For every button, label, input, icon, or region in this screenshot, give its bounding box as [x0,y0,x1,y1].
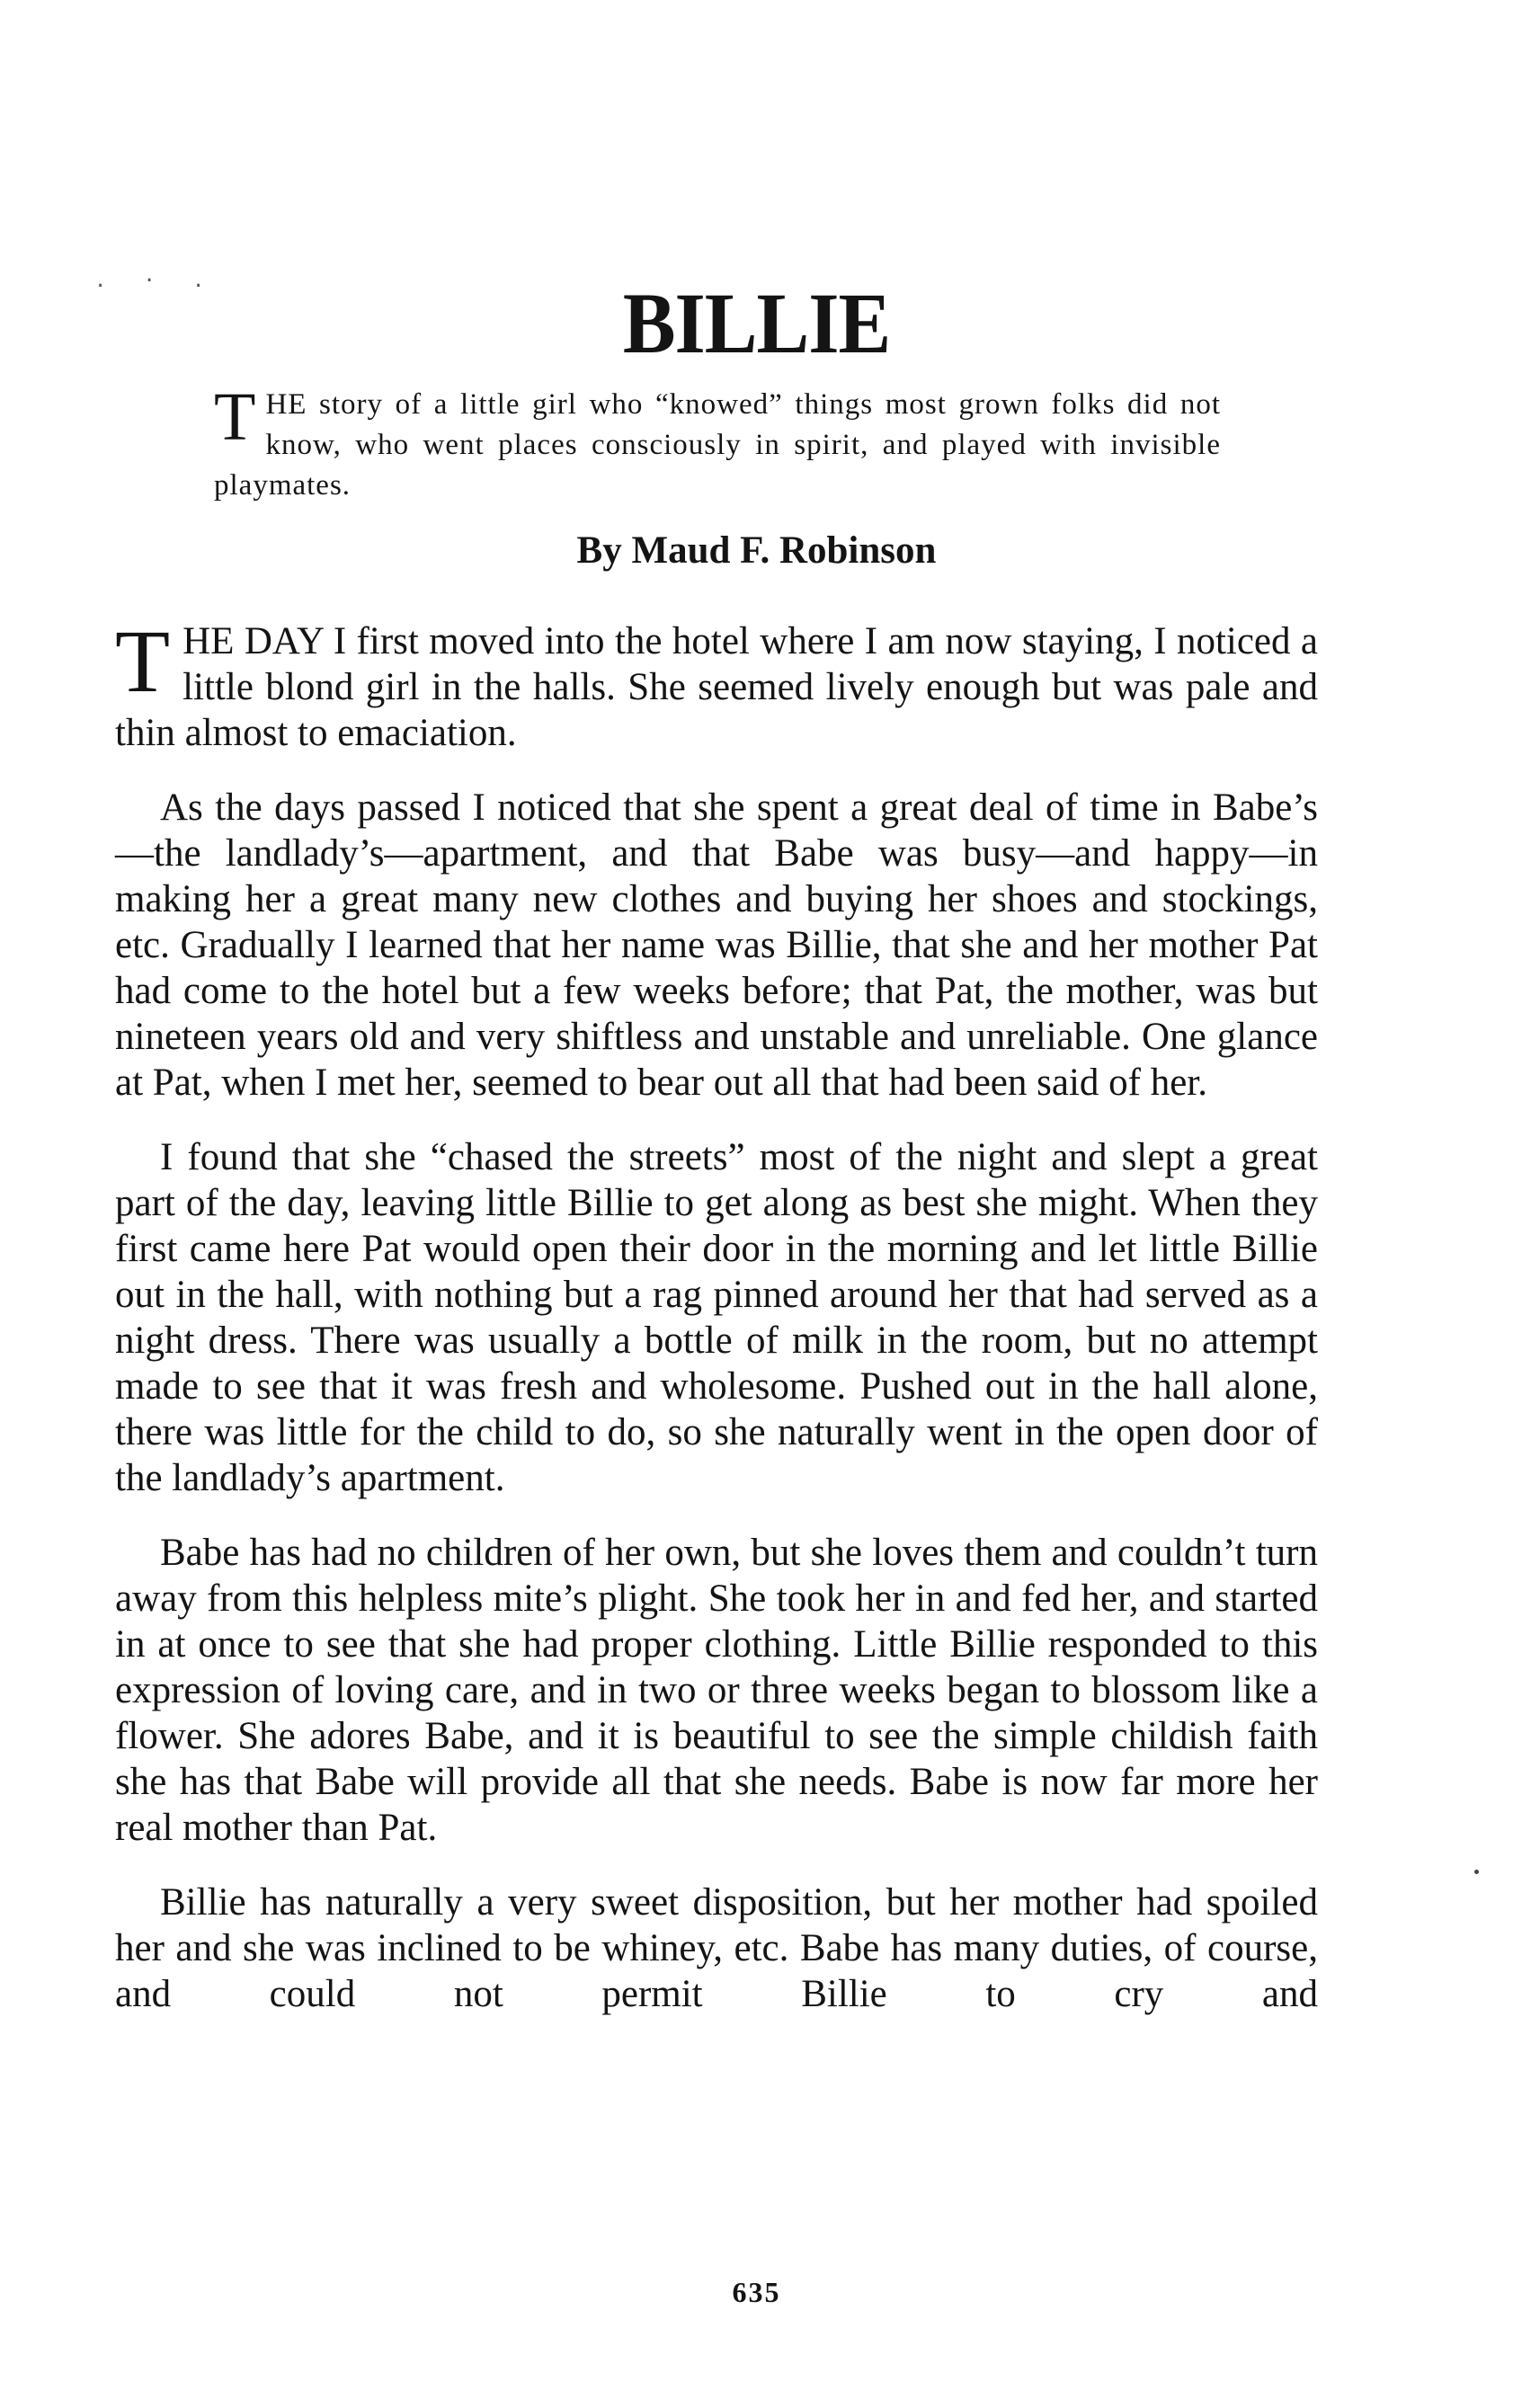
author-byline: By Maud F. Robinson [576,529,937,572]
paragraph-2: As the days passed I noticed that she spent a great deal of time in Babe’s—the landlady’s—apartment, and that Babe was busy—and happy—in making her a great many new clothes and buying her shoes and stockings, etc. Gradually I learned that her name was Billie, that she and her mother Pat had come to the hotel but a few weeks before; that Pat, the mother, was but nineteen years old and very shiftless and unstable and unreliable. One glance at Pat, when I met her, seemed to bear out all that had been said of her. [115,786,1318,1104]
article-subtitle [214,379,1221,506]
print-specks: . · . [94,270,218,292]
paragraph-5: Billie has naturally a very sweet disposition, but her mother had spoiled her and she was inclined to be whiney, etc. Babe has many duties, of course, and could not permit Billie to cry and [115,1881,1318,2015]
subtitle-drop-cap: T [214,379,257,455]
paragraph-drop-cap: T [115,611,171,711]
page-number: 635 [732,2276,781,2308]
article-title: BILLIE [622,276,891,372]
subtitle-text: HE story of a little girl who “knowed” things most grown folks did not know, who went places consciously in spirit, and played with invisible playmates. [214,388,1221,502]
margin-speck [1474,1870,1479,1874]
article-body [115,611,1318,2046]
paragraph-1-text: HE DAY I first moved into the hotel where I am now staying, I noticed a little blond girl in the halls. She seemed lively enough but was pale and thin almost to emaciation. [115,620,1318,754]
paragraph-4: Babe has had no children of her own, but she loves them and couldn’t turn away from this helpless mite’s plight. She took her in and fed her, and started in at once to see that she had proper clothing. Little Billie responded to this expression of loving care, and in two or three weeks began to blossom like a flower. She adores Babe, and it is beautiful to see the simple childish faith she has that Babe will provide all that she needs. Babe is now far more her real mother than Pat. [115,1532,1318,1849]
paragraph-1 [115,611,1318,756]
paragraph-3: I found that she “chased the streets” most of the night and slept a great part of the day, leaving little Billie to get along as best she might. When they first came here Pat would open their door in the morning and let little Billie out in the hall, with nothing but a rag pinned around her that had served as a night dress. There was usually a bottle of milk in the room, but no attempt made to see that it was fresh and wholesome. Pushed out in the hall alone, there was little for the child to do, so she naturally went in the open door of the landlady’s apartment. [115,1136,1318,1499]
